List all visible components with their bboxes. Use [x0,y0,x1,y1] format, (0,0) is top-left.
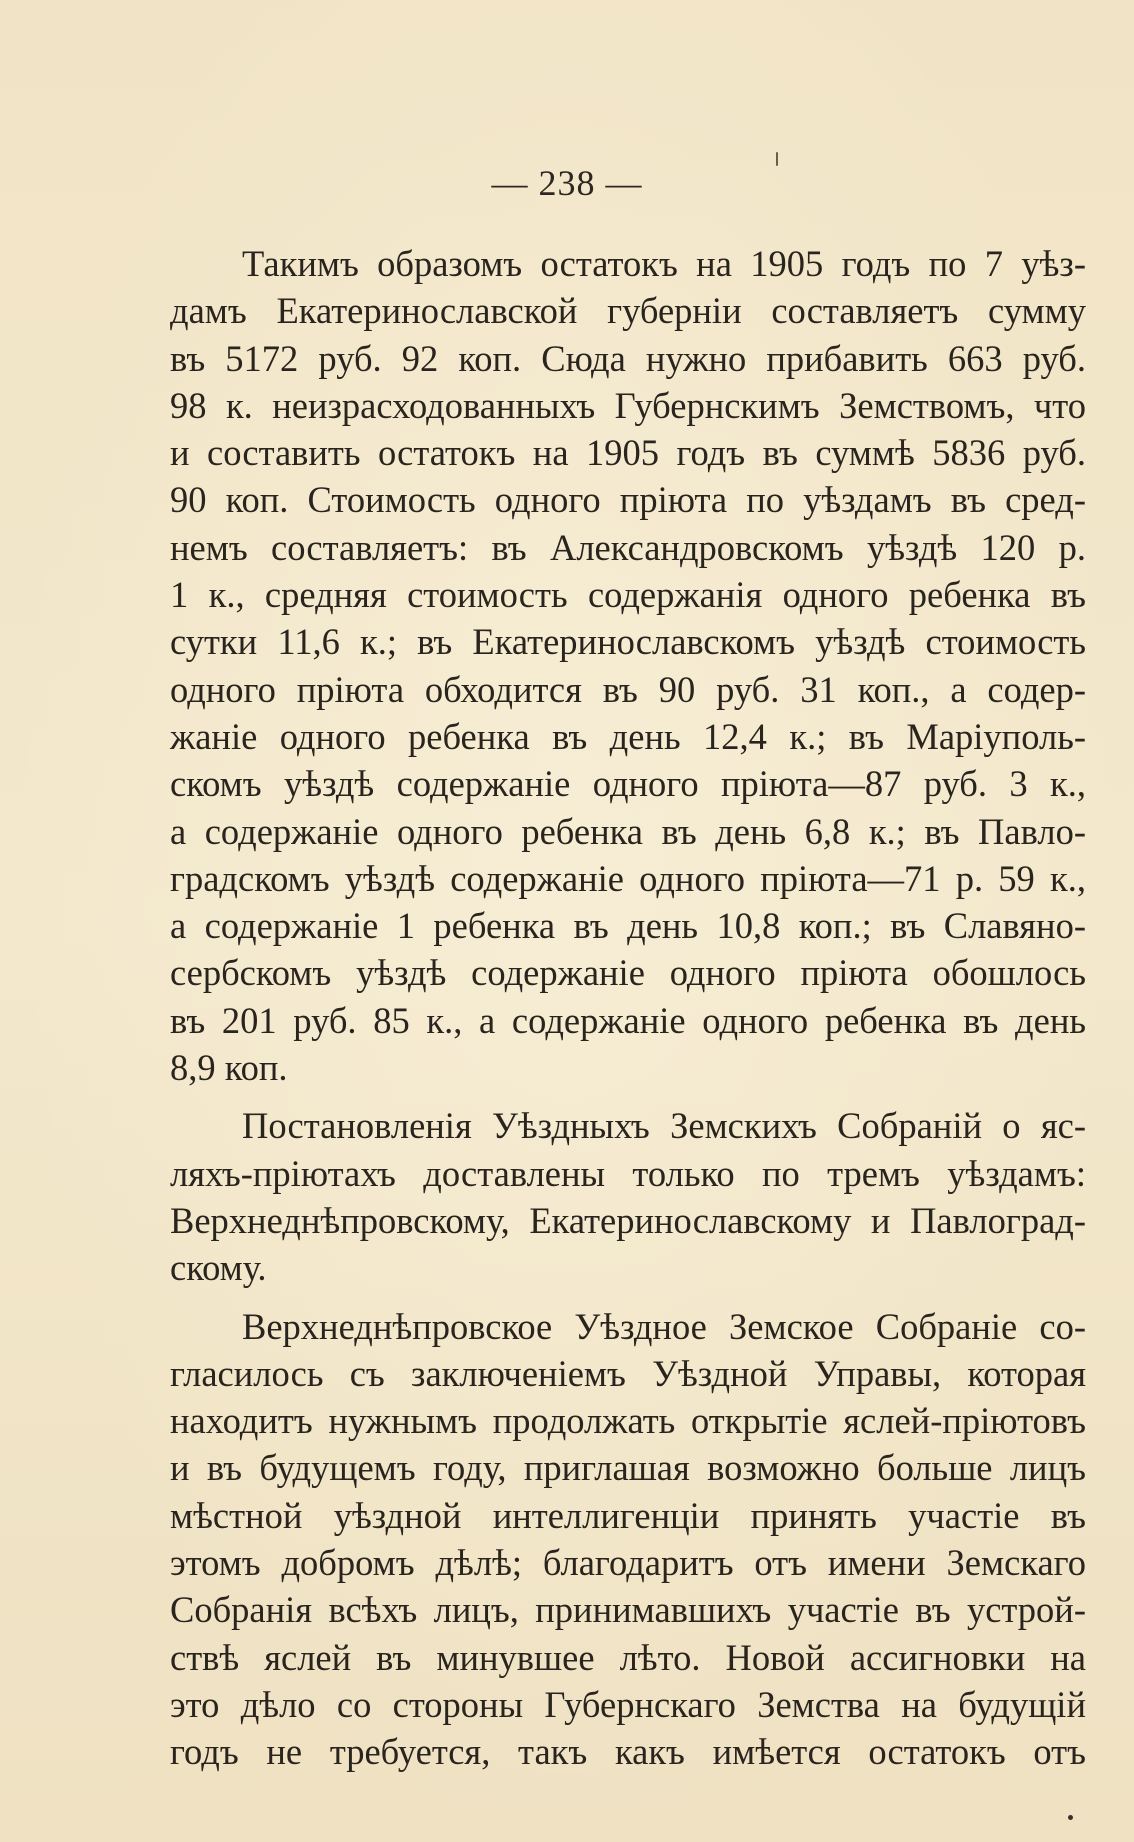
text-line: дамъ Екатеринославской губерніи составляетъ сумму [170,290,1086,332]
paragraph-2 [170,1102,1086,1291]
text-line: ствѣ яслей въ минувшее лѣто. Новой ассигновки на [170,1636,1086,1678]
text-line: Верхнеднѣпровскому, Екатеринославскому и Павлоград- [170,1199,1086,1241]
text-line: этомъ добромъ дѣлѣ; благодаритъ отъ имени Земскаго [170,1542,1086,1584]
text-line: скомъ уѣздѣ содержаніе одного пріюта—87 руб. 3 к., [170,763,1086,805]
text-line: 90 коп. Стоимость одного пріюта по уѣздамъ въ сред- [170,479,1086,521]
text-line: и составить остатокъ на 1905 годъ въ суммѣ 5836 руб. [170,432,1086,474]
text-line: Такимъ образомъ остатокъ на 1905 годъ по 7 уѣз- [242,243,1086,284]
print-speck [1068,1815,1073,1820]
text-line: Постановленія Уѣздныхъ Земскихъ Собраній о яс- [242,1105,1086,1147]
text-line: годъ не требуется, такъ какъ имѣется остатокъ отъ [170,1731,1086,1773]
text-line: Собранія всѣхъ лицъ, принимавшихъ участіе въ устрой- [170,1589,1086,1631]
text-line: 98 к. неизрасходованныхъ Губернскимъ Земствомъ, что [170,384,1086,426]
text-line: ляхъ-пріютахъ доставлены только по тремъ уѣздамъ: [170,1152,1086,1194]
text-line: а содержаніе 1 ребенка въ день 10,8 коп.; въ Славяно- [170,905,1086,947]
text-line: одного пріюта обходится въ 90 руб. 31 коп., а содер- [170,668,1086,710]
paragraph-1 [170,240,1086,1091]
text-line: 1 к., средняя стоимость содержанія одного ребенка въ [170,574,1086,616]
text-line: скому. [170,1247,267,1289]
text-line: и въ будущемъ году, приглашая возможно больше лицъ [170,1447,1086,1489]
text-line: это дѣло со стороны Губернскаго Земства на будущій [170,1683,1086,1725]
page-number: — 238 — [491,163,643,203]
text-line: въ 201 руб. 85 к., а содержаніе одного ребенка въ день [170,999,1086,1041]
paragraph-gap [170,1292,1086,1303]
text-line: Верхнеднѣпровское Уѣздное Земское Собраніе со- [242,1305,1086,1347]
text-line: сутки 11,6 к.; въ Екатеринославскомъ уѣздѣ стоимость [170,621,1086,663]
text-line: жаніе одного ребенка въ день 12,4 к.; въ Маріуполь- [170,715,1086,757]
text-line: 8,9 коп. [170,1047,288,1089]
body-text [170,240,1086,1776]
text-line: а содержаніе одного ребенка въ день 6,8 к.; въ Павло- [170,810,1086,852]
text-line: мѣстной уѣздной интеллигенціи принять участіе въ [170,1494,1086,1536]
paragraph-gap [170,1091,1086,1102]
text-line: градскомъ уѣздѣ содержаніе одного пріюта—71 р. 59 к., [170,857,1086,899]
text-line: находитъ нужнымъ продолжать открытіе яслей-пріютовъ [170,1400,1086,1442]
text-line: гласилось съ заключеніемъ Уѣздной Управы, которая [170,1352,1086,1394]
text-line: въ 5172 руб. 92 коп. Сюда нужно прибавить 663 руб. [170,337,1086,379]
text-line: сербскомъ уѣздѣ содержаніе одного пріюта обошлось [170,952,1086,994]
paragraph-3 [170,1303,1086,1776]
text-line: немъ составляетъ: въ Александровскомъ уѣздѣ 120 р. [170,526,1086,568]
print-speck [776,152,778,166]
